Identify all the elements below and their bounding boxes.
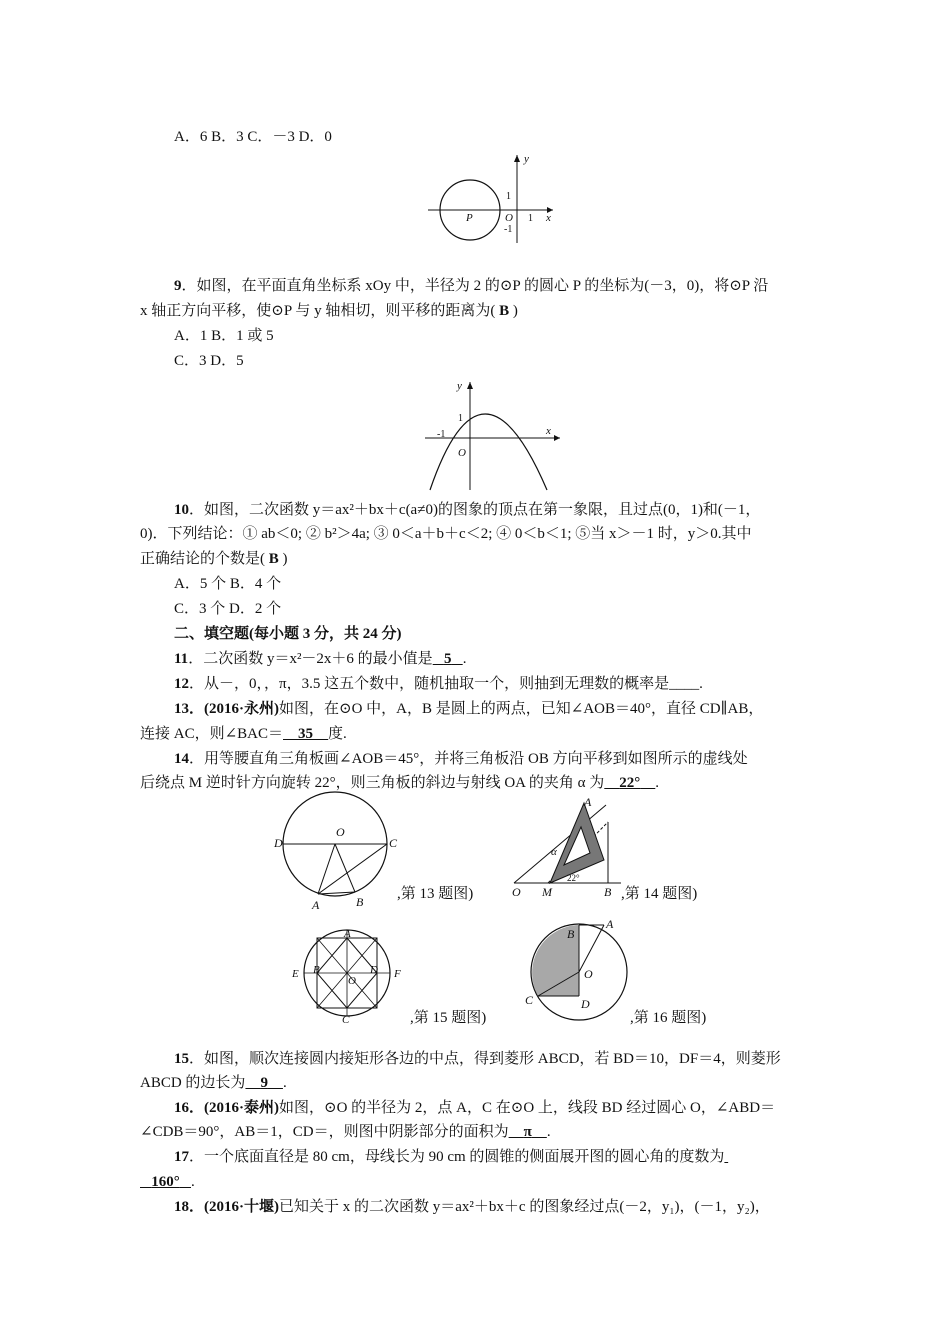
q10-answer: B [268, 551, 279, 567]
q16-line2: ∠CDB＝90°，AB＝1，CD＝，则图中阴影部分的面积为 π . [140, 1124, 551, 1140]
svg-text:C: C [389, 836, 398, 850]
q10-x-label: x [546, 425, 551, 437]
q10-options-1: A．5 个 B．4 个 [174, 576, 282, 592]
svg-text:A: A [344, 928, 351, 940]
svg-text:C: C [342, 1014, 350, 1026]
svg-text:D: D [370, 964, 378, 976]
svg-text:B: B [604, 885, 612, 899]
q10-origin: O [458, 447, 466, 459]
q9-options-1: A．1 B．1 或 5 [174, 328, 274, 344]
q10-line3: 正确结论的个数是( B ) [140, 551, 288, 567]
q14-line1: 14．用等腰直角三角板画∠AOB＝45°，并将三角板沿 OB 方向平移到如图所示的虚线处 [174, 751, 748, 767]
fig14 [506, 795, 626, 900]
q10-y-label: y [457, 380, 462, 392]
q12-blank: ____ [669, 676, 700, 692]
svg-text:A: A [312, 898, 320, 912]
svg-text:A: A [584, 795, 592, 809]
q10-options-2: C．3 个 D．2 个 [174, 601, 282, 617]
q10-line2: 0)．下列结论：① ab＜0; ② b²＞4a; ③ 0＜a＋b＋c＜2; ④ 0＜b＜1; ⑤当 x＞－1 时，y＞0.其中 [140, 526, 752, 542]
q10-neg-one: -1 [437, 429, 446, 440]
q9-answer: B [499, 303, 510, 319]
fig16 [522, 917, 632, 1025]
svg-text:O: O [336, 825, 345, 839]
svg-text:O: O [512, 885, 521, 899]
q14-line2: 后绕点 M 逆时针方向旋转 22°，则三角板的斜边与射线 OA 的夹角 α 为 22° . [140, 775, 660, 791]
q17-answer: 160° [151, 1174, 180, 1190]
svg-text:O: O [584, 967, 593, 981]
q13-line2: 连接 AC，则∠BAC＝ 35 度. [140, 726, 347, 742]
svg-text:B: B [567, 927, 575, 941]
fig13 [274, 802, 400, 912]
q8-p-label: P [466, 212, 473, 224]
fig15-caption: ,第 15 题图) [410, 1010, 487, 1026]
q8-y-label: y [524, 153, 529, 165]
q11-answer: 5 [443, 651, 452, 667]
q8-one-y: 1 [506, 191, 511, 202]
q15-answer: 9 [260, 1075, 268, 1091]
fig15 [292, 928, 422, 1026]
svg-text:α: α [551, 846, 557, 858]
svg-text:D: D [581, 997, 590, 1011]
svg-text:F: F [394, 968, 401, 980]
q10-line1: 10．如图，二次函数 y＝ax²＋bx＋c(a≠0)的图象的顶点在第一象限，且过点(0，1)和(－1， [174, 502, 761, 518]
q12: 12．从－，0，，π，3.5 这五个数中，随机抽取一个，则抽到无理数的概率是____. [174, 676, 703, 692]
q10-one: 1 [458, 413, 463, 424]
q17-line2: 160° . [140, 1172, 195, 1192]
svg-text:B: B [313, 964, 320, 976]
section-heading: 二、填空题(每小题 3 分，共 24 分) [174, 626, 402, 642]
svg-text:E: E [292, 968, 299, 980]
q18-line1: 18．(2016·十堰)已知关于 x 的二次函数 y＝ax²＋bx＋c 的图象经过点(－2，y₁)，(－1，y₂)， [174, 1199, 770, 1215]
fig13-caption: ,第 13 题图) [397, 886, 474, 902]
q13-answer: 35 [298, 726, 313, 742]
svg-text:A: A [606, 917, 614, 931]
q16-answer: π [523, 1124, 532, 1140]
fig16-caption: ,第 16 题图) [630, 1010, 707, 1026]
q8-neg-one: -1 [504, 224, 513, 235]
svg-text:B: B [356, 895, 364, 909]
q9-line1: 9．如图，在平面直角坐标系 xOy 中，半径为 2 的⊙P 的圆心 P 的坐标为(－3，0)，将⊙P 沿 [174, 278, 769, 294]
q11: 11．二次函数 y＝x²－2x＋6 的最小值是 5 . [174, 651, 467, 667]
q9-options-2: C．3 D．5 [174, 353, 244, 369]
q14-answer: 22° [619, 775, 641, 791]
q15-line2: ABCD 的边长为 9 . [140, 1075, 287, 1091]
q17-line1: 17．一个底面直径是 80 cm，母线长为 90 cm 的圆锥的侧面展开图的圆心角的度数为 [174, 1149, 725, 1165]
q9-line2: x 轴正方向平移，使⊙P 与 y 轴相切，则平移的距离为( B ) [140, 303, 518, 319]
q8-figure [428, 153, 558, 243]
q16-line1: 16．(2016·泰州)如图，⊙O 的半径为 2，点 A，C 在⊙O 上，线段 BD 经过圆心 O，∠ABD＝ [174, 1100, 776, 1116]
q8-origin: O [505, 212, 513, 224]
svg-text:M: M [542, 885, 552, 899]
q8-options: A．6 B．3 C．－3 D．0 [174, 129, 332, 145]
q13-line1: 13．(2016·永州)如图，在⊙O 中，A，B 是圆上的两点，已知∠AOB＝40°，直径 CD∥AB， [174, 701, 764, 717]
svg-text:22°: 22° [567, 873, 580, 883]
q8-x-label: x [546, 212, 551, 224]
q10-figure [425, 378, 565, 493]
q8-one-x: 1 [528, 213, 533, 224]
svg-text:C: C [525, 993, 534, 1007]
q15-line1: 15．如图，顺次连接圆内接矩形各边的中点，得到菱形 ABCD，若 BD＝10，DF＝4，则菱形 [174, 1051, 781, 1067]
fig14-caption: ,第 14 题图) [621, 886, 698, 902]
svg-text:O: O [348, 975, 356, 987]
svg-text:D: D [274, 836, 283, 850]
